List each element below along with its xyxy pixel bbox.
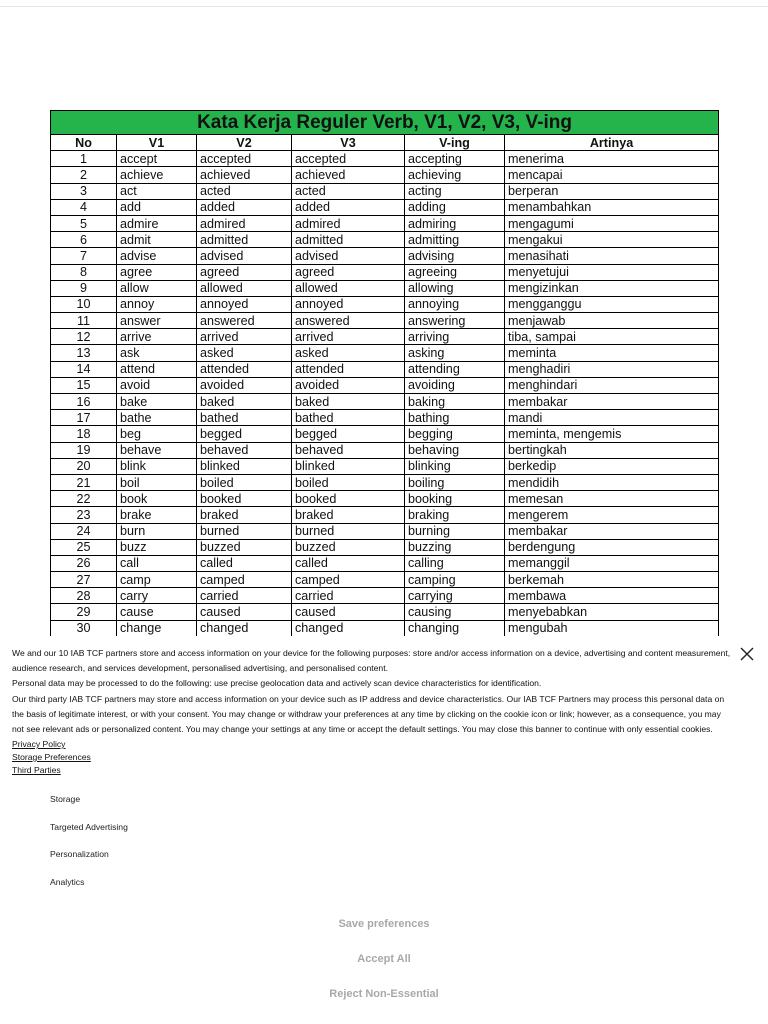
table-cell: 4 bbox=[51, 199, 117, 215]
table-cell: avoid bbox=[117, 377, 197, 393]
save-preferences-button[interactable]: Save preferences bbox=[338, 918, 430, 930]
table-cell: accepting bbox=[405, 151, 505, 167]
table-cell: meminta bbox=[505, 345, 719, 361]
table-cell: arrive bbox=[117, 329, 197, 345]
column-header: V1 bbox=[117, 135, 197, 151]
table-cell: brake bbox=[117, 507, 197, 523]
table-row bbox=[51, 442, 719, 458]
table-cell: advise bbox=[117, 248, 197, 264]
table-row bbox=[51, 539, 719, 555]
table-cell: memesan bbox=[505, 491, 719, 507]
table-row bbox=[51, 167, 719, 183]
table-row bbox=[51, 264, 719, 280]
table-cell: avoided bbox=[197, 377, 292, 393]
table-cell: arriving bbox=[405, 329, 505, 345]
table-cell: admitted bbox=[292, 232, 405, 248]
table-cell: attended bbox=[197, 361, 292, 377]
table-cell: menghadiri bbox=[505, 361, 719, 377]
table-cell: asked bbox=[197, 345, 292, 361]
table-cell: acted bbox=[197, 183, 292, 199]
table-cell: accepted bbox=[292, 151, 405, 167]
table-cell: allowed bbox=[292, 280, 405, 296]
table-cell: 25 bbox=[51, 539, 117, 555]
table-cell: achieved bbox=[292, 167, 405, 183]
table-cell: begged bbox=[292, 426, 405, 442]
table-cell: annoyed bbox=[197, 296, 292, 312]
table-row bbox=[51, 572, 719, 588]
table-cell: 13 bbox=[51, 345, 117, 361]
column-header: V-ing bbox=[405, 135, 505, 151]
table-cell: caused bbox=[292, 604, 405, 620]
table-cell: mencapai bbox=[505, 167, 719, 183]
table-cell: attend bbox=[117, 361, 197, 377]
table-cell: berdengung bbox=[505, 539, 719, 555]
table-cell: behaved bbox=[197, 442, 292, 458]
table-cell: changed bbox=[197, 620, 292, 636]
table-row bbox=[51, 199, 719, 215]
table-row bbox=[51, 151, 719, 167]
table-row bbox=[51, 183, 719, 199]
table-cell: arrived bbox=[197, 329, 292, 345]
table-cell: baking bbox=[405, 394, 505, 410]
table-cell: asking bbox=[405, 345, 505, 361]
table-cell: camp bbox=[117, 572, 197, 588]
table-cell: buzzing bbox=[405, 539, 505, 555]
table-cell: accepted bbox=[197, 151, 292, 167]
table-cell: arrived bbox=[292, 329, 405, 345]
table-row bbox=[51, 458, 719, 474]
table-cell: achieving bbox=[405, 167, 505, 183]
table-cell: menyetujui bbox=[505, 264, 719, 280]
table-cell: berkedip bbox=[505, 458, 719, 474]
close-icon bbox=[739, 646, 755, 662]
purpose-analytics[interactable]: Analytics bbox=[50, 877, 85, 887]
table-cell: buzzed bbox=[197, 539, 292, 555]
table-row bbox=[51, 507, 719, 523]
table-row bbox=[51, 604, 719, 620]
table-cell: 20 bbox=[51, 458, 117, 474]
table-cell: caused bbox=[197, 604, 292, 620]
table-cell: braked bbox=[292, 507, 405, 523]
table-cell: answered bbox=[292, 313, 405, 329]
column-header: V3 bbox=[292, 135, 405, 151]
table-cell: membakar bbox=[505, 523, 719, 539]
table-row bbox=[51, 361, 719, 377]
table-cell: camped bbox=[197, 572, 292, 588]
table-row bbox=[51, 248, 719, 264]
table-row bbox=[51, 394, 719, 410]
table-cell: avoiding bbox=[405, 377, 505, 393]
table-cell: menyebabkan bbox=[505, 604, 719, 620]
table-cell: accept bbox=[117, 151, 197, 167]
table-cell: advised bbox=[292, 248, 405, 264]
table-cell: membawa bbox=[505, 588, 719, 604]
table-cell: allow bbox=[117, 280, 197, 296]
table-cell: attending bbox=[405, 361, 505, 377]
table-row bbox=[51, 588, 719, 604]
table-cell: blink bbox=[117, 458, 197, 474]
table-cell: burned bbox=[197, 523, 292, 539]
table-cell: 1 bbox=[51, 151, 117, 167]
table-cell: 8 bbox=[51, 264, 117, 280]
table-cell: 14 bbox=[51, 361, 117, 377]
table-cell: burn bbox=[117, 523, 197, 539]
table-row bbox=[51, 329, 719, 345]
table-cell: 3 bbox=[51, 183, 117, 199]
table-cell: 17 bbox=[51, 410, 117, 426]
table-cell: bertingkah bbox=[505, 442, 719, 458]
table-row bbox=[51, 491, 719, 507]
table-cell: berkemah bbox=[505, 572, 719, 588]
table-cell: add bbox=[117, 199, 197, 215]
table-cell: meminta, mengemis bbox=[505, 426, 719, 442]
table-cell: 28 bbox=[51, 588, 117, 604]
table-row bbox=[51, 426, 719, 442]
table-cell: annoyed bbox=[292, 296, 405, 312]
accept-all-button[interactable]: Accept All bbox=[357, 953, 411, 965]
purpose-storage[interactable]: Storage bbox=[50, 794, 81, 804]
table-cell: braking bbox=[405, 507, 505, 523]
table-cell: menerima bbox=[505, 151, 719, 167]
table-cell: adding bbox=[405, 199, 505, 215]
table-cell: admitted bbox=[197, 232, 292, 248]
table-cell: begged bbox=[197, 426, 292, 442]
table-cell: mengganggu bbox=[505, 296, 719, 312]
table-cell: attended bbox=[292, 361, 405, 377]
table-cell: boiling bbox=[405, 474, 505, 490]
table-row bbox=[51, 377, 719, 393]
table-cell: buzzed bbox=[292, 539, 405, 555]
table-cell: blinked bbox=[197, 458, 292, 474]
table-cell: admiring bbox=[405, 215, 505, 231]
table-cell: bathe bbox=[117, 410, 197, 426]
table-cell: 10 bbox=[51, 296, 117, 312]
table-cell: menghindari bbox=[505, 377, 719, 393]
table-cell: menjawab bbox=[505, 313, 719, 329]
table-cell: added bbox=[197, 199, 292, 215]
table-cell: calling bbox=[405, 555, 505, 571]
table-cell: 30 bbox=[51, 620, 117, 636]
table-cell: booking bbox=[405, 491, 505, 507]
table-cell: tiba, sampai bbox=[505, 329, 719, 345]
table-cell: called bbox=[292, 555, 405, 571]
table-cell: booked bbox=[197, 491, 292, 507]
table-cell: call bbox=[117, 555, 197, 571]
table-cell: admired bbox=[292, 215, 405, 231]
table-row bbox=[51, 410, 719, 426]
cookie-consent-banner bbox=[0, 636, 768, 1024]
table-cell: 27 bbox=[51, 572, 117, 588]
table-cell: carry bbox=[117, 588, 197, 604]
table-row bbox=[51, 296, 719, 312]
table-cell: acted bbox=[292, 183, 405, 199]
table-cell: 2 bbox=[51, 167, 117, 183]
table-cell: 12 bbox=[51, 329, 117, 345]
table-row bbox=[51, 523, 719, 539]
table-cell: menasihati bbox=[505, 248, 719, 264]
table-cell: carrying bbox=[405, 588, 505, 604]
table-cell: added bbox=[292, 199, 405, 215]
table-cell: behaving bbox=[405, 442, 505, 458]
table-cell: burned bbox=[292, 523, 405, 539]
table-cell: boiled bbox=[292, 474, 405, 490]
table-cell: bathed bbox=[197, 410, 292, 426]
table-cell: achieve bbox=[117, 167, 197, 183]
table-cell: acting bbox=[405, 183, 505, 199]
table-cell: boil bbox=[117, 474, 197, 490]
third-parties-link[interactable]: Third Parties bbox=[12, 765, 61, 775]
table-cell: asked bbox=[292, 345, 405, 361]
table-cell: causing bbox=[405, 604, 505, 620]
table-cell: 21 bbox=[51, 474, 117, 490]
verb-table bbox=[50, 110, 719, 637]
table-cell: admire bbox=[117, 215, 197, 231]
table-row bbox=[51, 313, 719, 329]
table-row bbox=[51, 555, 719, 571]
table-cell: blinking bbox=[405, 458, 505, 474]
table-cell: camping bbox=[405, 572, 505, 588]
table-cell: advised bbox=[197, 248, 292, 264]
reject-non-essential-button[interactable]: Reject Non-Essential bbox=[329, 988, 439, 1000]
table-cell: 16 bbox=[51, 394, 117, 410]
consent-paragraph-processing: Personal data may be processed to do the following: use precise geolocation data and actively scan device characteristics for identification. bbox=[12, 678, 542, 689]
table-cell: buzz bbox=[117, 539, 197, 555]
close-banner-button[interactable] bbox=[739, 646, 755, 662]
table-cell: blinked bbox=[292, 458, 405, 474]
table-cell: mengakui bbox=[505, 232, 719, 248]
table-cell: 19 bbox=[51, 442, 117, 458]
table-cell: book bbox=[117, 491, 197, 507]
table-cell: camped bbox=[292, 572, 405, 588]
table-cell: mengerem bbox=[505, 507, 719, 523]
table-cell: booked bbox=[292, 491, 405, 507]
table-cell: 29 bbox=[51, 604, 117, 620]
table-cell: membakar bbox=[505, 394, 719, 410]
column-header: Artinya bbox=[505, 135, 719, 151]
table-cell: changed bbox=[292, 620, 405, 636]
table-cell: 24 bbox=[51, 523, 117, 539]
consent-paragraph-purposes: We and our 10 IAB TCF partners store and access information on your device for the following purposes: store and/or access information on a device, advertising and content measurement, audience research, and services development, personalised advertising, and personalised content. bbox=[12, 648, 731, 674]
table-cell: baked bbox=[197, 394, 292, 410]
table-cell: ask bbox=[117, 345, 197, 361]
table-row bbox=[51, 280, 719, 296]
table-cell: admired bbox=[197, 215, 292, 231]
table-cell: 23 bbox=[51, 507, 117, 523]
consent-links bbox=[12, 751, 91, 777]
table-cell: act bbox=[117, 183, 197, 199]
table-cell: burning bbox=[405, 523, 505, 539]
column-header: No bbox=[51, 135, 117, 151]
storage-preferences-link[interactable]: Storage Preferences bbox=[12, 752, 91, 762]
table-cell: 9 bbox=[51, 280, 117, 296]
table-cell: mengagumi bbox=[505, 215, 719, 231]
table-row bbox=[51, 474, 719, 490]
table-cell: changing bbox=[405, 620, 505, 636]
table-cell: agreeing bbox=[405, 264, 505, 280]
table-cell: mandi bbox=[505, 410, 719, 426]
purpose-targeted-advertising[interactable]: Targeted Advertising bbox=[50, 822, 128, 832]
table-cell: agreed bbox=[292, 264, 405, 280]
table-cell: allowed bbox=[197, 280, 292, 296]
table-row bbox=[51, 215, 719, 231]
table-cell: answering bbox=[405, 313, 505, 329]
table-cell: allowing bbox=[405, 280, 505, 296]
table-row bbox=[51, 620, 719, 636]
table-cell: change bbox=[117, 620, 197, 636]
table-title: Kata Kerja Reguler Verb, V1, V2, V3, V-ing bbox=[51, 111, 719, 135]
table-cell: beg bbox=[117, 426, 197, 442]
column-header: V2 bbox=[197, 135, 292, 151]
table-cell: 15 bbox=[51, 377, 117, 393]
table-cell: carried bbox=[292, 588, 405, 604]
table-cell: behaved bbox=[292, 442, 405, 458]
table-cell: 22 bbox=[51, 491, 117, 507]
table-cell: agree bbox=[117, 264, 197, 280]
table-cell: 11 bbox=[51, 313, 117, 329]
table-cell: mengubah bbox=[505, 620, 719, 636]
table-cell: braked bbox=[197, 507, 292, 523]
table-cell: carried bbox=[197, 588, 292, 604]
table-cell: cause bbox=[117, 604, 197, 620]
purpose-personalization[interactable]: Personalization bbox=[50, 849, 109, 859]
consent-text bbox=[12, 646, 732, 752]
table-cell: admit bbox=[117, 232, 197, 248]
table-row bbox=[51, 232, 719, 248]
table-cell: agreed bbox=[197, 264, 292, 280]
table-cell: menambahkan bbox=[505, 199, 719, 215]
table-cell: 26 bbox=[51, 555, 117, 571]
table-cell: called bbox=[197, 555, 292, 571]
table-row bbox=[51, 345, 719, 361]
consent-partners-text: Our third party IAB TCF partners may store and access information on your device such as IP address and device characteristics. Our IAB TCF Partners may process this personal data on the basis of legitimate interest, or with your consent. You may change or withdraw your preferences at any time by clicking on the cookie icon or link; however, as a consequence, you may not see relevant ads or personalized content. You may change your settings at any time or accept the default settings. You may close this banner to continue with only essential cookies. bbox=[12, 693, 725, 735]
table-cell: achieved bbox=[197, 167, 292, 183]
table-cell: berperan bbox=[505, 183, 719, 199]
table-cell: bake bbox=[117, 394, 197, 410]
table-cell: baked bbox=[292, 394, 405, 410]
table-cell: answered bbox=[197, 313, 292, 329]
table-cell: boiled bbox=[197, 474, 292, 490]
table-cell: annoying bbox=[405, 296, 505, 312]
consent-paragraph-partners bbox=[12, 692, 732, 753]
table-cell: mendidih bbox=[505, 474, 719, 490]
table-cell: begging bbox=[405, 426, 505, 442]
table-cell: admitting bbox=[405, 232, 505, 248]
table-cell: bathed bbox=[292, 410, 405, 426]
table-cell: bathing bbox=[405, 410, 505, 426]
table-cell: answer bbox=[117, 313, 197, 329]
table-cell: advising bbox=[405, 248, 505, 264]
table-cell: mengizinkan bbox=[505, 280, 719, 296]
table-cell: behave bbox=[117, 442, 197, 458]
table-cell: 6 bbox=[51, 232, 117, 248]
table-cell: 5 bbox=[51, 215, 117, 231]
table-header-row bbox=[51, 135, 719, 151]
table-cell: 7 bbox=[51, 248, 117, 264]
table-cell: 18 bbox=[51, 426, 117, 442]
privacy-policy-link[interactable]: Privacy Policy bbox=[12, 739, 66, 750]
table-cell: memanggil bbox=[505, 555, 719, 571]
table-cell: avoided bbox=[292, 377, 405, 393]
table-cell: annoy bbox=[117, 296, 197, 312]
